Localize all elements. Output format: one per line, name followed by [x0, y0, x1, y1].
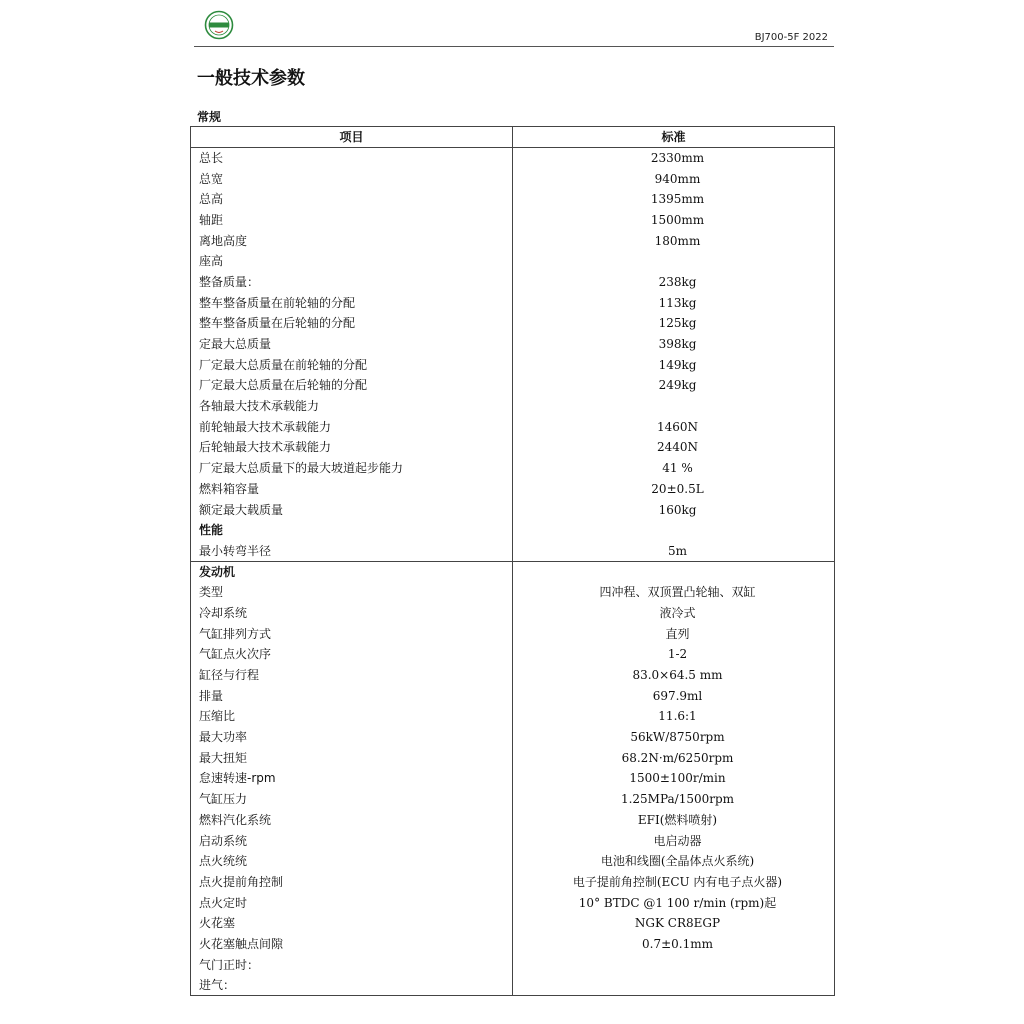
row-standard-value: 68.2N·m/6250rpm	[513, 747, 835, 768]
row-item-label: 压缩比	[191, 706, 513, 727]
table-row	[191, 851, 835, 872]
table-row	[191, 768, 835, 789]
table-row	[191, 644, 835, 665]
row-item-label: 发动机	[191, 561, 513, 582]
table-row	[191, 334, 835, 355]
row-item-label: 厂定最大总质量在后轮轴的分配	[191, 375, 513, 396]
table-row	[191, 416, 835, 437]
row-standard-value: 1500mm	[513, 210, 835, 231]
table-row	[191, 189, 835, 210]
row-item-label: 火花塞	[191, 913, 513, 934]
row-item-label: 火花塞触点间隙	[191, 934, 513, 955]
column-header-value: 标准	[513, 127, 835, 148]
row-item-label: 燃料汽化系统	[191, 810, 513, 831]
row-item-label: 总宽	[191, 168, 513, 189]
document-code: BJ700-5F 2022	[754, 32, 828, 43]
table-row	[191, 561, 835, 582]
table-header-row	[191, 127, 835, 148]
row-item-label: 缸径与行程	[191, 665, 513, 686]
row-standard-value: 697.9ml	[513, 685, 835, 706]
row-item-label: 冷却系统	[191, 603, 513, 624]
row-item-label: 点火定时	[191, 892, 513, 913]
table-row	[191, 975, 835, 996]
row-standard-value	[513, 561, 835, 582]
table-row	[191, 830, 835, 851]
row-item-label: 类型	[191, 582, 513, 603]
table-row	[191, 458, 835, 479]
table-row	[191, 685, 835, 706]
table-row	[191, 251, 835, 272]
row-standard-value: 83.0×64.5 mm	[513, 665, 835, 686]
row-standard-value	[513, 954, 835, 975]
benelli-logo-icon	[204, 10, 234, 40]
row-standard-value: EFI(燃料喷射)	[513, 810, 835, 831]
column-header-item: 项目	[191, 127, 513, 148]
row-item-label: 气缸压力	[191, 789, 513, 810]
row-item-label: 厂定最大总质量在前轮轴的分配	[191, 354, 513, 375]
row-standard-value: 149kg	[513, 354, 835, 375]
row-standard-value: 5m	[513, 541, 835, 562]
row-item-label: 怠速转速-rpm	[191, 768, 513, 789]
row-standard-value	[513, 396, 835, 417]
table-row	[191, 168, 835, 189]
row-standard-value: 0.7±0.1mm	[513, 934, 835, 955]
table-row	[191, 375, 835, 396]
row-standard-value: 电子提前角控制(ECU 内有电子点火器)	[513, 872, 835, 893]
table-row	[191, 913, 835, 934]
table-row	[191, 789, 835, 810]
row-standard-value: 113kg	[513, 292, 835, 313]
row-standard-value: 液冷式	[513, 603, 835, 624]
row-item-label: 最大功率	[191, 727, 513, 748]
row-standard-value: 电启动器	[513, 830, 835, 851]
row-standard-value: 1460N	[513, 416, 835, 437]
row-item-label: 厂定最大总质量下的最大坡道起步能力	[191, 458, 513, 479]
table-row	[191, 396, 835, 417]
row-standard-value: 10° BTDC @1 100 r/min (rpm)起	[513, 892, 835, 913]
row-standard-value: 1-2	[513, 644, 835, 665]
row-standard-value: 2440N	[513, 437, 835, 458]
row-standard-value: 20±0.5L	[513, 479, 835, 500]
row-item-label: 排量	[191, 685, 513, 706]
row-item-label: 最大扭矩	[191, 747, 513, 768]
row-item-label: 点火提前角控制	[191, 872, 513, 893]
row-standard-value: 238kg	[513, 272, 835, 293]
row-standard-value: 1395mm	[513, 189, 835, 210]
table-row	[191, 541, 835, 562]
row-standard-value: NGK CR8EGP	[513, 913, 835, 934]
row-item-label: 整车整备质量在前轮轴的分配	[191, 292, 513, 313]
row-standard-value: 160kg	[513, 499, 835, 520]
table-row	[191, 623, 835, 644]
table-row	[191, 665, 835, 686]
spec-table-body	[191, 148, 835, 996]
table-row	[191, 954, 835, 975]
table-row	[191, 810, 835, 831]
table-row	[191, 354, 835, 375]
page-title: 一般技术参数	[197, 68, 305, 89]
row-standard-value: 940mm	[513, 168, 835, 189]
table-row	[191, 706, 835, 727]
row-standard-value: 56kW/8750rpm	[513, 727, 835, 748]
row-standard-value: 180mm	[513, 230, 835, 251]
table-row	[191, 499, 835, 520]
row-standard-value: 41 %	[513, 458, 835, 479]
row-item-label: 燃料箱容量	[191, 479, 513, 500]
row-standard-value: 398kg	[513, 334, 835, 355]
table-row	[191, 582, 835, 603]
row-item-label: 气缸点火次序	[191, 644, 513, 665]
row-item-label: 性能	[191, 520, 513, 541]
table-row	[191, 892, 835, 913]
row-item-label: 总长	[191, 148, 513, 169]
table-row	[191, 148, 835, 169]
row-standard-value: 2330mm	[513, 148, 835, 169]
section-label: 常规	[197, 110, 222, 124]
row-item-label: 整车整备质量在后轮轴的分配	[191, 313, 513, 334]
table-row	[191, 603, 835, 624]
table-row	[191, 272, 835, 293]
row-item-label: 额定最大载质量	[191, 499, 513, 520]
row-item-label: 各轴最大技术承载能力	[191, 396, 513, 417]
row-item-label: 整备质量：	[191, 272, 513, 293]
table-row	[191, 747, 835, 768]
row-item-label: 前轮轴最大技术承载能力	[191, 416, 513, 437]
row-standard-value: 125kg	[513, 313, 835, 334]
row-item-label: 进气：	[191, 975, 513, 996]
table-row	[191, 934, 835, 955]
spec-table	[190, 126, 835, 996]
table-row	[191, 479, 835, 500]
row-standard-value: 11.6:1	[513, 706, 835, 727]
row-standard-value	[513, 975, 835, 996]
row-item-label: 定最大总质量	[191, 334, 513, 355]
row-standard-value	[513, 520, 835, 541]
table-row	[191, 292, 835, 313]
row-item-label: 座高	[191, 251, 513, 272]
table-row	[191, 872, 835, 893]
row-standard-value: 1.25MPa/1500rpm	[513, 789, 835, 810]
row-standard-value: 1500±100r/min	[513, 768, 835, 789]
row-standard-value: 电池和线圈(全晶体点火系统)	[513, 851, 835, 872]
row-item-label: 后轮轴最大技术承载能力	[191, 437, 513, 458]
row-item-label: 启动系统	[191, 830, 513, 851]
row-item-label: 离地高度	[191, 230, 513, 251]
page-header	[194, 6, 834, 47]
row-item-label: 点火统统	[191, 851, 513, 872]
row-standard-value: 249kg	[513, 375, 835, 396]
row-item-label: 最小转弯半径	[191, 541, 513, 562]
table-row	[191, 313, 835, 334]
row-standard-value	[513, 251, 835, 272]
table-row	[191, 230, 835, 251]
row-standard-value: 直列	[513, 623, 835, 644]
row-standard-value: 四冲程、双顶置凸轮轴、双缸	[513, 582, 835, 603]
row-item-label: 气门正时：	[191, 954, 513, 975]
table-row	[191, 437, 835, 458]
table-row	[191, 727, 835, 748]
row-item-label: 总高	[191, 189, 513, 210]
row-item-label: 轴距	[191, 210, 513, 231]
table-row	[191, 210, 835, 231]
table-row	[191, 520, 835, 541]
row-item-label: 气缸排列方式	[191, 623, 513, 644]
